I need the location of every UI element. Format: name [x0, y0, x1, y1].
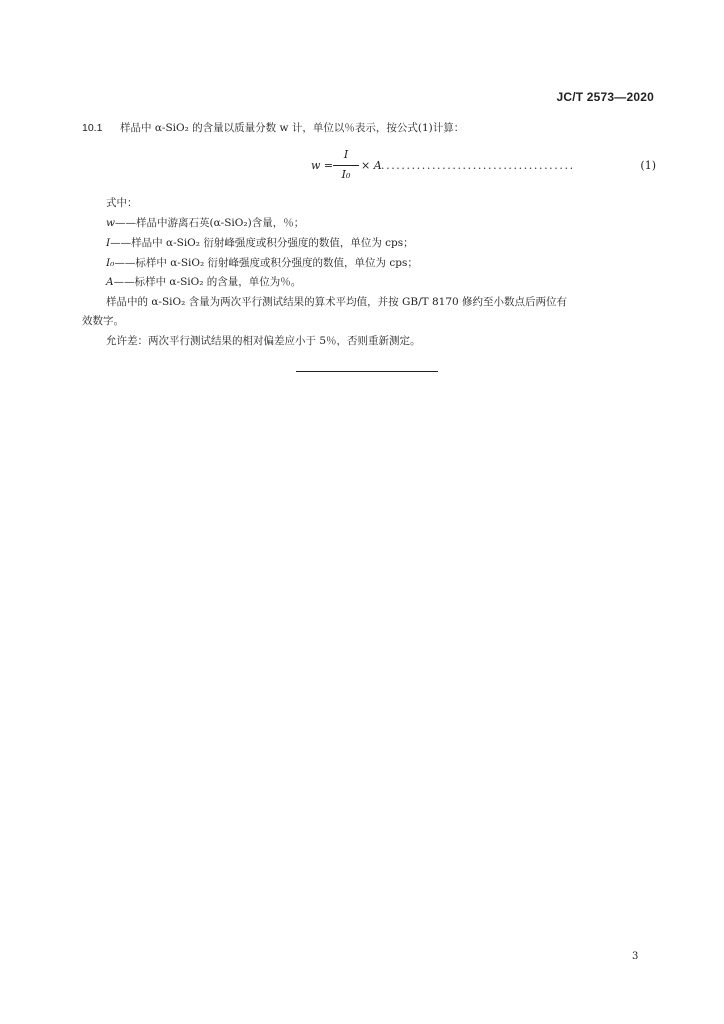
definition-symbol: w — [106, 217, 115, 229]
definition-text: ——标样中 α-SiO₂ 衍射峰强度或积分强度的数值，单位为 cps； — [114, 257, 418, 269]
formula-fraction — [333, 148, 359, 181]
end-of-standard-rule — [296, 371, 438, 372]
definition-text: ——样品中游离石英(α-SiO₂)含量，％； — [115, 217, 305, 229]
clause-number: 10.1 — [82, 122, 103, 134]
definition-text: ——样品中 α-SiO₂ 衍射峰强度或积分强度的数值，单位为 cps； — [110, 237, 414, 249]
definition-text: ——标样中 α-SiO₂ 的含量，单位为％。 — [113, 276, 302, 288]
definition-a — [106, 275, 301, 289]
formula-lhs: w = — [311, 159, 334, 172]
clause-10-1 — [82, 121, 464, 135]
formula-multiplier: × A — [361, 159, 382, 172]
result-paragraph-line-1: 样品中的 α-SiO₂ 含量为两次平行测试结果的算术平均值，并按 GB/T 8170 修约至小数点后两位有 — [106, 296, 568, 308]
formula-denominator: I₀ — [341, 168, 351, 181]
definition-w — [106, 216, 304, 230]
fraction-bar — [333, 165, 359, 166]
formula-1 — [311, 148, 656, 188]
formula-number: (1) — [640, 159, 656, 172]
standard-number-header: JC/T 2573—2020 — [556, 90, 654, 104]
formula-numerator: I — [343, 148, 349, 161]
page-number: 3 — [632, 951, 639, 962]
definition-i — [106, 236, 414, 250]
result-paragraph-line-2: 效数字。 — [82, 315, 124, 327]
definition-symbol: A — [106, 276, 114, 288]
definition-symbol: I₀ — [106, 257, 115, 269]
clause-text: 样品中 α-SiO₂ 的含量以质量分数 w 计，单位以％表示，按公式(1)计算： — [120, 122, 465, 134]
definition-symbol: I — [106, 237, 111, 249]
definition-i0 — [106, 256, 418, 270]
tolerance-paragraph: 允许差：两次平行测试结果的相对偏差应小于 5％，否则重新测定。 — [106, 335, 421, 347]
formula-leader-dots: ...................................... — [381, 159, 575, 172]
where-label: 式中： — [106, 197, 138, 209]
